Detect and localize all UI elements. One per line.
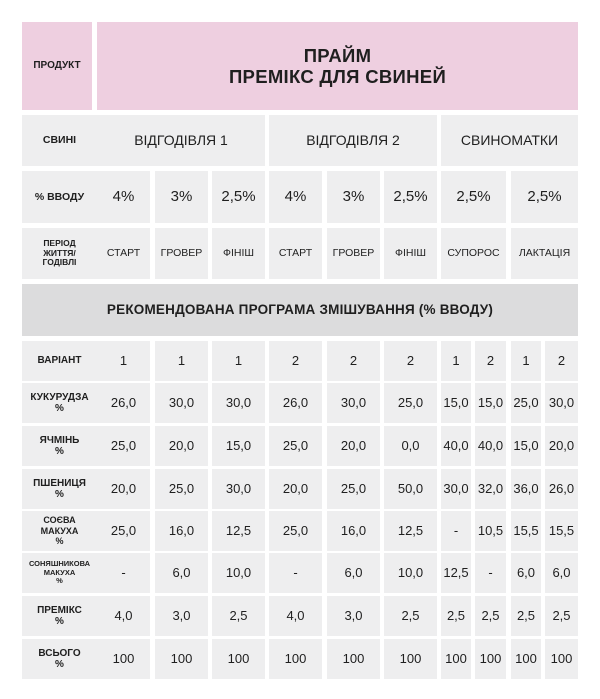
- table-cell: -: [475, 553, 506, 593]
- row-label-line: %: [55, 446, 64, 457]
- table-cell: 10,0: [212, 553, 265, 593]
- table-cell: 1: [97, 341, 150, 381]
- group-fattening-1: ВІДГОДІВЛЯ 1: [97, 115, 265, 166]
- period-value: ГРОВЕР: [327, 228, 380, 279]
- table-cell: 30,0: [212, 383, 265, 423]
- pigs-label: СВИНІ: [22, 115, 97, 166]
- row-label: [22, 596, 97, 636]
- table-cell: 2: [384, 341, 437, 381]
- table-cell: 26,0: [269, 383, 322, 423]
- table-cell: 15,0: [511, 426, 541, 466]
- table-cell: 4,0: [97, 596, 150, 636]
- period-value: ФІНІШ: [212, 228, 265, 279]
- table-cell: 3,0: [155, 596, 208, 636]
- table-cell: 15,0: [212, 426, 265, 466]
- period-value: СУПОРОС: [441, 228, 506, 279]
- table-cell: 6,0: [511, 553, 541, 593]
- table-cell: 100: [155, 639, 208, 679]
- row-label-line: ПРЕМІКС: [37, 604, 82, 616]
- table-cell: 100: [475, 639, 506, 679]
- row-label-line: МАКУХА: [43, 567, 76, 577]
- group-sows: СВИНОМАТКИ: [441, 115, 578, 166]
- table-cell: 16,0: [327, 511, 380, 551]
- table-cell: 26,0: [545, 469, 578, 509]
- row-label: [22, 426, 97, 466]
- table-cell: 12,5: [441, 553, 471, 593]
- table-cell: 100: [212, 639, 265, 679]
- row-label: [22, 511, 97, 551]
- input-value: 2,5%: [441, 171, 506, 223]
- table-cell: 36,0: [511, 469, 541, 509]
- table-cell: 1: [155, 341, 208, 381]
- row-label-line: ЯЧМІНЬ: [39, 434, 80, 446]
- row-label-line: %: [55, 403, 64, 414]
- table-cell: 2,5: [384, 596, 437, 636]
- row-label: [22, 469, 97, 509]
- row-label-line: КУКУРУДЗА: [30, 391, 89, 403]
- period-label: ПЕРІОД ЖИТТЯ/ ГОДІВЛІ: [22, 228, 97, 279]
- table-cell: 15,5: [545, 511, 578, 551]
- row-label: [22, 639, 97, 679]
- table-cell: 20,0: [545, 426, 578, 466]
- table-cell: 25,0: [97, 426, 150, 466]
- table-cell: 6,0: [545, 553, 578, 593]
- table-cell: 30,0: [545, 383, 578, 423]
- row-label-line: %: [55, 489, 64, 500]
- table-cell: 2,5: [545, 596, 578, 636]
- table-cell: 2,5: [475, 596, 506, 636]
- table-cell: 4,0: [269, 596, 322, 636]
- table-cell: 2: [545, 341, 578, 381]
- table-cell: 2,5: [441, 596, 471, 636]
- row-label-line: СОНЯШНИКОВА: [28, 559, 91, 569]
- table-cell: 6,0: [155, 553, 208, 593]
- table-cell: 2: [475, 341, 506, 381]
- product-title: [97, 22, 578, 110]
- table-cell: 26,0: [97, 383, 150, 423]
- table-cell: 50,0: [384, 469, 437, 509]
- input-value: 4%: [97, 171, 150, 223]
- table-cell: 2: [269, 341, 322, 381]
- row-label-line: СОЄВА: [43, 515, 76, 526]
- product-title-line1: ПРАЙМ: [303, 44, 372, 66]
- table-cell: 100: [511, 639, 541, 679]
- row-label: [22, 383, 97, 423]
- section-title: РЕКОМЕНДОВАНА ПРОГРАМА ЗМІШУВАННЯ (% ВВОДУ): [22, 284, 578, 336]
- row-label-line: %: [55, 616, 64, 627]
- table-cell: -: [269, 553, 322, 593]
- table-cell: 3,0: [327, 596, 380, 636]
- table-cell: 10,5: [475, 511, 506, 551]
- table-cell: 6,0: [327, 553, 380, 593]
- row-label-line: МАКУХА: [40, 525, 79, 536]
- table-cell: 16,0: [155, 511, 208, 551]
- table-cell: -: [441, 511, 471, 551]
- input-value: 2,5%: [511, 171, 578, 223]
- row-label-line: ПШЕНИЦЯ: [33, 477, 86, 489]
- table-cell: 15,0: [441, 383, 471, 423]
- table-cell: 30,0: [212, 469, 265, 509]
- table-cell: 25,0: [327, 469, 380, 509]
- table-cell: 25,0: [384, 383, 437, 423]
- table-cell: 2,5: [511, 596, 541, 636]
- table-cell: 100: [545, 639, 578, 679]
- row-label-line: ВАРІАНТ: [37, 355, 82, 367]
- row-label-line: %: [55, 536, 64, 547]
- table-cell: 100: [327, 639, 380, 679]
- product-title-line2: ПРЕМІКС ДЛЯ СВИНЕЙ: [228, 66, 447, 87]
- table-cell: 25,0: [269, 426, 322, 466]
- table-cell: 20,0: [269, 469, 322, 509]
- table-cell: 20,0: [97, 469, 150, 509]
- table-cell: -: [97, 553, 150, 593]
- input-value: 3%: [155, 171, 208, 223]
- table-cell: 25,0: [511, 383, 541, 423]
- table-cell: 25,0: [155, 469, 208, 509]
- table-cell: 2,5: [212, 596, 265, 636]
- table-cell: 25,0: [269, 511, 322, 551]
- table-cell: 1: [212, 341, 265, 381]
- table-cell: 15,5: [511, 511, 541, 551]
- row-label-line: %: [55, 659, 64, 670]
- table-cell: 20,0: [327, 426, 380, 466]
- table-cell: 12,5: [384, 511, 437, 551]
- table-cell: 12,5: [212, 511, 265, 551]
- table-cell: 15,0: [475, 383, 506, 423]
- input-value: 2,5%: [212, 171, 265, 223]
- period-value: ЛАКТАЦІЯ: [511, 228, 578, 279]
- table-cell: 100: [97, 639, 150, 679]
- group-fattening-2: ВІДГОДІВЛЯ 2: [269, 115, 437, 166]
- table-cell: 40,0: [441, 426, 471, 466]
- input-label: % ВВОДУ: [22, 171, 97, 223]
- table-cell: 0,0: [384, 426, 437, 466]
- input-value: 2,5%: [384, 171, 437, 223]
- table-cell: 100: [384, 639, 437, 679]
- table-cell: 20,0: [155, 426, 208, 466]
- table-cell: 100: [269, 639, 322, 679]
- input-value: 4%: [269, 171, 322, 223]
- row-label-line: ВСЬОГО: [38, 647, 81, 659]
- table-cell: 32,0: [475, 469, 506, 509]
- period-value: ФІНІШ: [384, 228, 437, 279]
- row-label: [22, 553, 97, 593]
- period-value: СТАРТ: [97, 228, 150, 279]
- table-cell: 2: [327, 341, 380, 381]
- row-label: [22, 341, 97, 381]
- table-cell: 30,0: [441, 469, 471, 509]
- input-value: 3%: [327, 171, 380, 223]
- table-cell: 10,0: [384, 553, 437, 593]
- table-cell: 1: [511, 341, 541, 381]
- table-cell: 40,0: [475, 426, 506, 466]
- table-cell: 30,0: [155, 383, 208, 423]
- table-cell: 1: [441, 341, 471, 381]
- row-label-line: %: [56, 576, 63, 586]
- table-cell: 100: [441, 639, 471, 679]
- product-label: ПРОДУКТ: [22, 22, 92, 110]
- table-cell: 25,0: [97, 511, 150, 551]
- period-value: СТАРТ: [269, 228, 322, 279]
- table-cell: 30,0: [327, 383, 380, 423]
- period-value: ГРОВЕР: [155, 228, 208, 279]
